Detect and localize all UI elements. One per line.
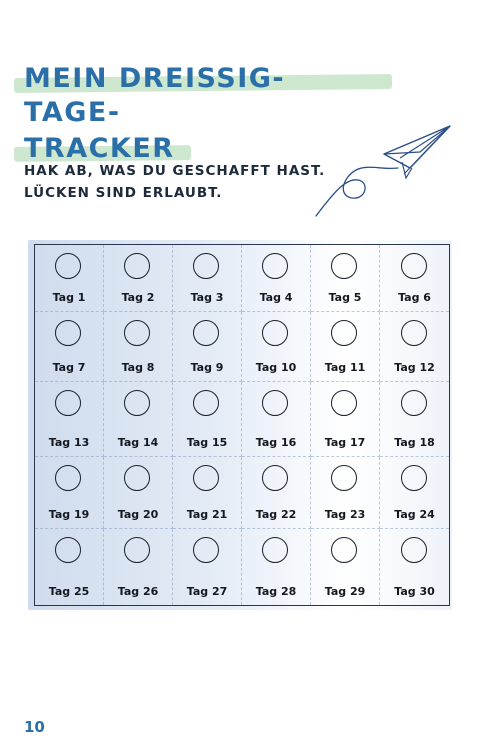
circle-checkbox-icon[interactable] [331, 390, 357, 416]
tracker-grid [34, 244, 450, 606]
day-label: Tag 17 [324, 436, 366, 449]
day-cell [380, 457, 449, 529]
day-label: Tag 26 [117, 585, 159, 598]
day-label: Tag 14 [117, 436, 159, 449]
day-label: Tag 22 [255, 508, 297, 521]
page-number: 10 [24, 718, 45, 736]
circle-checkbox-icon[interactable] [401, 253, 427, 279]
day-cell [380, 312, 449, 382]
day-cell [35, 382, 104, 457]
day-label: Tag 6 [398, 291, 431, 304]
day-label: Tag 4 [259, 291, 293, 304]
circle-checkbox-icon[interactable] [401, 465, 427, 491]
day-label: Tag 11 [324, 361, 366, 374]
circle-checkbox-icon[interactable] [331, 465, 357, 491]
circle-checkbox-icon[interactable] [401, 320, 427, 346]
day-cell [242, 312, 311, 382]
day-cell [242, 529, 311, 605]
day-label: Tag 8 [121, 361, 155, 374]
day-cell [380, 245, 449, 312]
day-label: Tag 25 [48, 585, 90, 598]
day-cell [104, 529, 173, 605]
day-cell [242, 457, 311, 529]
day-label: Tag 2 [121, 291, 155, 304]
circle-checkbox-icon[interactable] [124, 253, 150, 279]
day-label: Tag 29 [324, 585, 366, 598]
day-label: Tag 27 [186, 585, 228, 598]
circle-checkbox-icon[interactable] [331, 320, 357, 346]
subtitle [24, 160, 325, 204]
day-label: Tag 18 [394, 436, 435, 449]
circle-checkbox-icon[interactable] [55, 320, 81, 346]
paper-plane-icon [312, 122, 457, 222]
day-label: Tag 24 [394, 508, 435, 521]
day-cell [173, 382, 242, 457]
circle-checkbox-icon[interactable] [55, 537, 81, 563]
title-line-1: MEIN DREISSIG-TAGE- [20, 62, 380, 130]
day-cell [242, 382, 311, 457]
circle-checkbox-icon[interactable] [55, 465, 81, 491]
day-cell [380, 529, 449, 605]
subtitle-line-1: HAK AB, WAS DU GESCHAFFT HAST. [24, 163, 326, 179]
day-cell [173, 245, 242, 312]
day-cell [104, 382, 173, 457]
subtitle-line-2: LÜCKEN SIND ERLAUBT. [24, 185, 223, 201]
title-line-2: TRACKER [20, 132, 179, 166]
day-cell [104, 457, 173, 529]
circle-checkbox-icon[interactable] [193, 390, 219, 416]
circle-checkbox-icon[interactable] [401, 537, 427, 563]
day-label: Tag 28 [255, 585, 297, 598]
circle-checkbox-icon[interactable] [193, 320, 219, 346]
circle-checkbox-icon[interactable] [124, 465, 150, 491]
day-cell [104, 245, 173, 312]
day-cell [311, 529, 380, 605]
circle-checkbox-icon[interactable] [331, 537, 357, 563]
day-cell [35, 312, 104, 382]
circle-checkbox-icon[interactable] [331, 253, 357, 279]
circle-checkbox-icon[interactable] [401, 390, 427, 416]
circle-checkbox-icon[interactable] [262, 537, 288, 563]
day-label: Tag 3 [190, 291, 224, 304]
day-cell [380, 382, 449, 457]
day-label: Tag 19 [48, 508, 90, 521]
circle-checkbox-icon[interactable] [55, 253, 81, 279]
day-cell [311, 457, 380, 529]
day-label: Tag 10 [255, 361, 297, 374]
day-cell [173, 457, 242, 529]
circle-checkbox-icon[interactable] [193, 465, 219, 491]
day-label: Tag 15 [186, 436, 228, 449]
circle-checkbox-icon[interactable] [193, 253, 219, 279]
circle-checkbox-icon[interactable] [55, 390, 81, 416]
day-label: Tag 23 [324, 508, 366, 521]
day-label: Tag 7 [52, 361, 86, 374]
day-label: Tag 16 [255, 436, 297, 449]
day-cell [35, 457, 104, 529]
circle-checkbox-icon[interactable] [193, 537, 219, 563]
day-cell [311, 312, 380, 382]
day-cell [35, 529, 104, 605]
day-cell [104, 312, 173, 382]
day-cell [35, 245, 104, 312]
circle-checkbox-icon[interactable] [124, 537, 150, 563]
day-cell [242, 245, 311, 312]
day-label: Tag 9 [190, 361, 224, 374]
circle-checkbox-icon[interactable] [124, 320, 150, 346]
circle-checkbox-icon[interactable] [262, 465, 288, 491]
day-cell [311, 382, 380, 457]
day-label: Tag 13 [48, 436, 90, 449]
day-label: Tag 20 [117, 508, 159, 521]
circle-checkbox-icon[interactable] [262, 320, 288, 346]
day-cell [311, 245, 380, 312]
day-label: Tag 12 [394, 361, 435, 374]
day-label: Tag 1 [52, 291, 86, 304]
day-label: Tag 30 [394, 585, 435, 598]
day-label: Tag 21 [186, 508, 228, 521]
circle-checkbox-icon[interactable] [124, 390, 150, 416]
day-cell [173, 529, 242, 605]
day-cell [173, 312, 242, 382]
circle-checkbox-icon[interactable] [262, 390, 288, 416]
circle-checkbox-icon[interactable] [262, 253, 288, 279]
day-label: Tag 5 [328, 291, 362, 304]
